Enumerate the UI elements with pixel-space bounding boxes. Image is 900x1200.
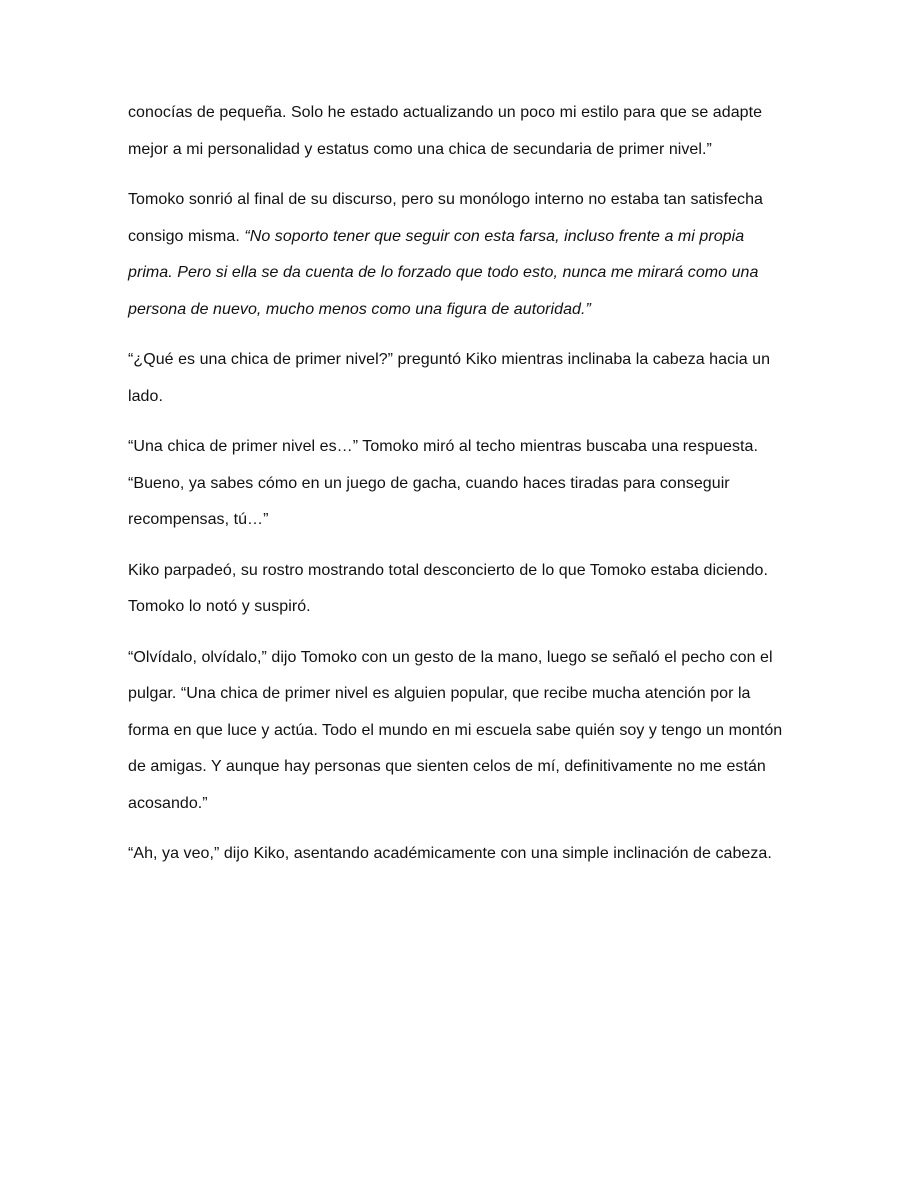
paragraph-text: Tomoko sonrió al final de su discurso, pero su monólogo interno no estaba tan satisfecha consigo misma. bbox=[128, 191, 763, 245]
paragraph-2 bbox=[128, 182, 788, 328]
paragraph-5 bbox=[128, 553, 788, 626]
paragraph-text: “Olvídalo, olvídalo,” dijo Tomoko con un gesto de la mano, luego se señaló el pecho con el pulgar. “Una chica de primer nivel es alguien popular, que recibe mucha atención por la forma en que luce y actúa. Todo el mundo en mi escuela sabe quién soy y tengo un montón de amigas. Y aunque hay personas que sienten celos de mí, definitivamente no me están acosando.” bbox=[128, 648, 783, 812]
paragraph-text: Kiko parpadeó, su rostro mostrando total desconcierto de lo que Tomoko estaba diciendo. Tomoko lo notó y suspiró. bbox=[128, 561, 768, 615]
paragraph-3 bbox=[128, 342, 788, 415]
document-body bbox=[128, 95, 788, 887]
paragraph-text: “Una chica de primer nivel es…” Tomoko miró al techo mientras buscaba una respuesta. “Bueno, ya sabes cómo en un juego de gacha, cuando haces tiradas para conseguir recompensas, tú…” bbox=[128, 438, 758, 528]
paragraph-italic-thought: “No soporto tener que seguir con esta farsa, incluso frente a mi propia prima. Pero si ella se da cuenta de lo forzado que todo esto, nunca me mirará como una persona de nuevo, mucho menos como una figura de autoridad.” bbox=[128, 227, 759, 318]
paragraph-text: “Ah, ya veo,” dijo Kiko, asentando académicamente con una simple inclinación de cabeza. bbox=[128, 845, 772, 862]
paragraph-7 bbox=[128, 836, 788, 873]
paragraph-4 bbox=[128, 429, 788, 539]
paragraph-text: “¿Qué es una chica de primer nivel?” preguntó Kiko mientras inclinaba la cabeza hacia un lado. bbox=[128, 351, 771, 405]
paragraph-text: conocías de pequeña. Solo he estado actualizando un poco mi estilo para que se adapte mejor a mi personalidad y estatus como una chica de secundaria de primer nivel.” bbox=[128, 104, 763, 158]
paragraph-6 bbox=[128, 640, 788, 823]
paragraph-1 bbox=[128, 95, 788, 168]
